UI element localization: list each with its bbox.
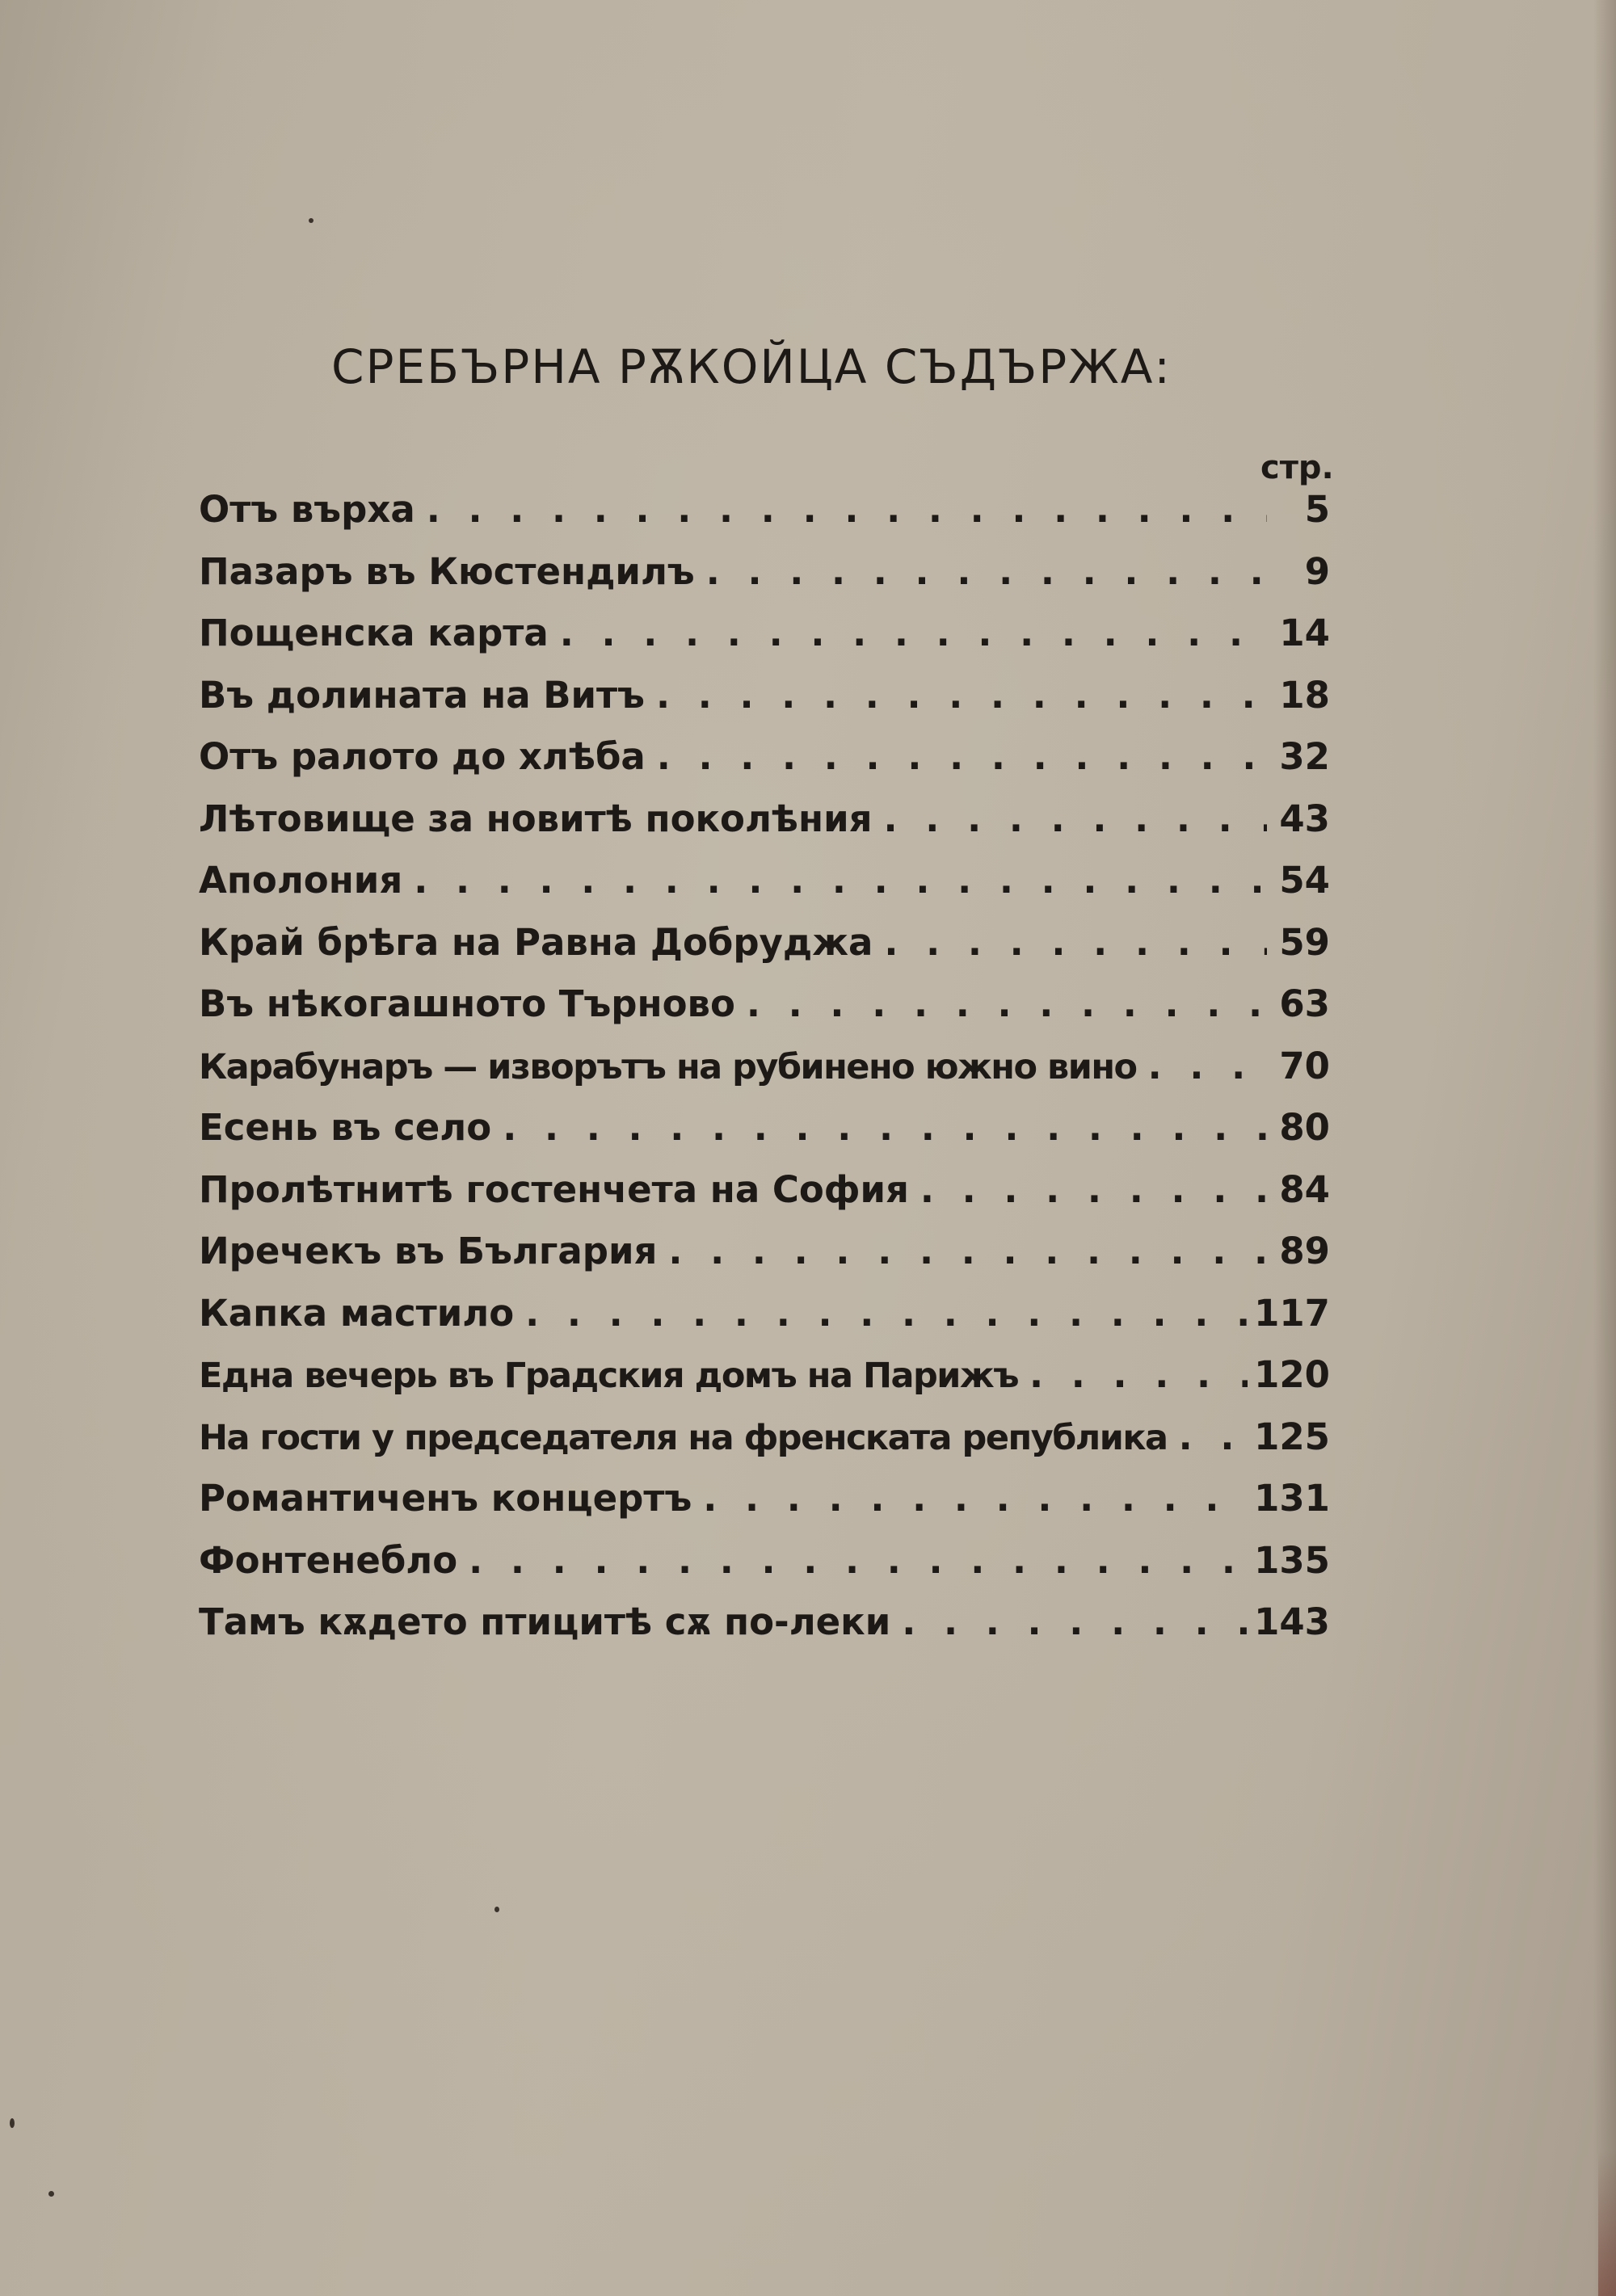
toc-entry-page: 80: [1279, 1106, 1330, 1149]
dot-leader: [514, 1292, 1248, 1335]
dot-leader: [457, 1539, 1248, 1582]
toc-entry-title: Въ нѣкогашното Търново: [199, 982, 735, 1025]
toc-entry: [199, 1415, 1330, 1478]
toc-entry-page: 18: [1279, 673, 1330, 717]
toc-entry: [199, 1230, 1330, 1292]
paper-speck: [48, 2191, 54, 2197]
toc-entry-title: Есень въ село: [199, 1106, 492, 1149]
toc-entry: [199, 797, 1330, 860]
toc-entry: [199, 859, 1330, 921]
toc-entry-page: 32: [1279, 735, 1330, 778]
toc-entry: [199, 612, 1330, 674]
toc-entry-title: Романтиченъ концертъ: [199, 1477, 692, 1520]
toc-entry-title: Пролѣтнитѣ гостенчета на София: [199, 1167, 909, 1211]
toc-entry: [199, 1539, 1330, 1601]
toc-entry-page: 120: [1254, 1353, 1330, 1396]
toc-entry: [199, 1168, 1330, 1230]
dot-leader: [909, 1168, 1267, 1211]
toc-entry: [199, 550, 1330, 612]
toc-entry: [199, 1477, 1330, 1539]
dot-leader: [657, 1230, 1267, 1272]
toc-entry-title: Фонтенебло: [199, 1538, 458, 1582]
toc-entry-page: 135: [1254, 1538, 1330, 1582]
dot-leader: [415, 488, 1267, 531]
toc-entry: [199, 1292, 1330, 1354]
toc-entry-page: 70: [1279, 1044, 1330, 1087]
dot-leader: [402, 859, 1267, 902]
toc-entry: [199, 1106, 1330, 1168]
toc-entry-title: Край брѣга на Равна Добруджа: [199, 920, 873, 964]
binding-edge: [1598, 2151, 1616, 2296]
dot-leader: [873, 921, 1267, 964]
toc-entry: [199, 1045, 1330, 1107]
toc-entry-title: Въ долината на Витъ: [199, 673, 645, 717]
toc-entry-title: На гости у председателя на френската република: [199, 1417, 1168, 1458]
page-column-label: стр.: [1260, 449, 1334, 486]
dot-leader: [1168, 1415, 1248, 1458]
toc-entry-page: 63: [1279, 982, 1330, 1025]
toc-entry: [199, 488, 1330, 550]
toc-entry-title: Отъ ралото до хлѣба: [199, 735, 646, 778]
toc-entry-page: 143: [1254, 1600, 1330, 1643]
paper-speck: [10, 2118, 15, 2128]
toc-entry: [199, 1353, 1330, 1415]
dot-leader: [1137, 1045, 1267, 1087]
toc-entry: [199, 674, 1330, 736]
toc-entry-title: Отъ върха: [199, 488, 415, 531]
toc-entry: [199, 1600, 1330, 1663]
dot-leader: [890, 1600, 1248, 1643]
toc-entry-page: 5: [1304, 488, 1330, 531]
toc-entry-title: Иречекъ въ България: [199, 1230, 658, 1272]
toc-entry-page: 9: [1304, 549, 1330, 593]
toc-entry-page: 14: [1279, 612, 1330, 654]
dot-leader: [549, 612, 1267, 654]
toc-entry-page: 54: [1279, 859, 1330, 902]
toc-entry-page: 125: [1254, 1415, 1330, 1458]
toc-entry-page: 131: [1254, 1477, 1330, 1520]
toc-entry-title: Пощенска карта: [199, 612, 549, 654]
dot-leader: [1018, 1353, 1248, 1396]
toc-entry-title: Аполония: [199, 859, 403, 902]
toc-entry-title: Капка мастило: [199, 1291, 515, 1335]
toc-entry-page: 43: [1279, 797, 1330, 840]
toc-entry: [199, 921, 1330, 983]
toc-entry: [199, 735, 1330, 797]
toc-entry-page: 117: [1254, 1291, 1330, 1335]
toc-entry-page: 59: [1279, 920, 1330, 964]
paper-speck: [309, 218, 314, 223]
toc-entry-title: Пазаръ въ Кюстендилъ: [199, 549, 695, 593]
toc-entry: [199, 982, 1330, 1045]
toc-entry-title: Тамъ кѫдето птицитѣ сѫ по-леки: [199, 1600, 891, 1643]
dot-leader: [695, 550, 1267, 593]
toc-entry-title: Една вечерь въ Градския домъ на Парижъ: [199, 1356, 1019, 1396]
dot-leader: [692, 1477, 1248, 1520]
toc-entry-page: 89: [1279, 1230, 1330, 1272]
dot-leader: [645, 674, 1267, 717]
paper-speck: [494, 1907, 499, 1912]
contents-heading: СРЕБЪРНА РѪКОЙЦА СЪДЪРЖА:: [331, 339, 1172, 394]
dot-leader: [735, 982, 1267, 1025]
page-edge-shadow: [1593, 0, 1616, 2296]
table-of-contents: [199, 488, 1330, 1663]
toc-entry-title: Карабунаръ — изворътъ на рубинено южно вино: [199, 1046, 1137, 1087]
toc-entry-page: 84: [1279, 1167, 1330, 1211]
dot-leader: [646, 735, 1267, 778]
dot-leader: [873, 797, 1267, 840]
dot-leader: [491, 1106, 1267, 1149]
toc-entry-title: Лѣтовище за новитѣ поколѣния: [199, 797, 873, 840]
